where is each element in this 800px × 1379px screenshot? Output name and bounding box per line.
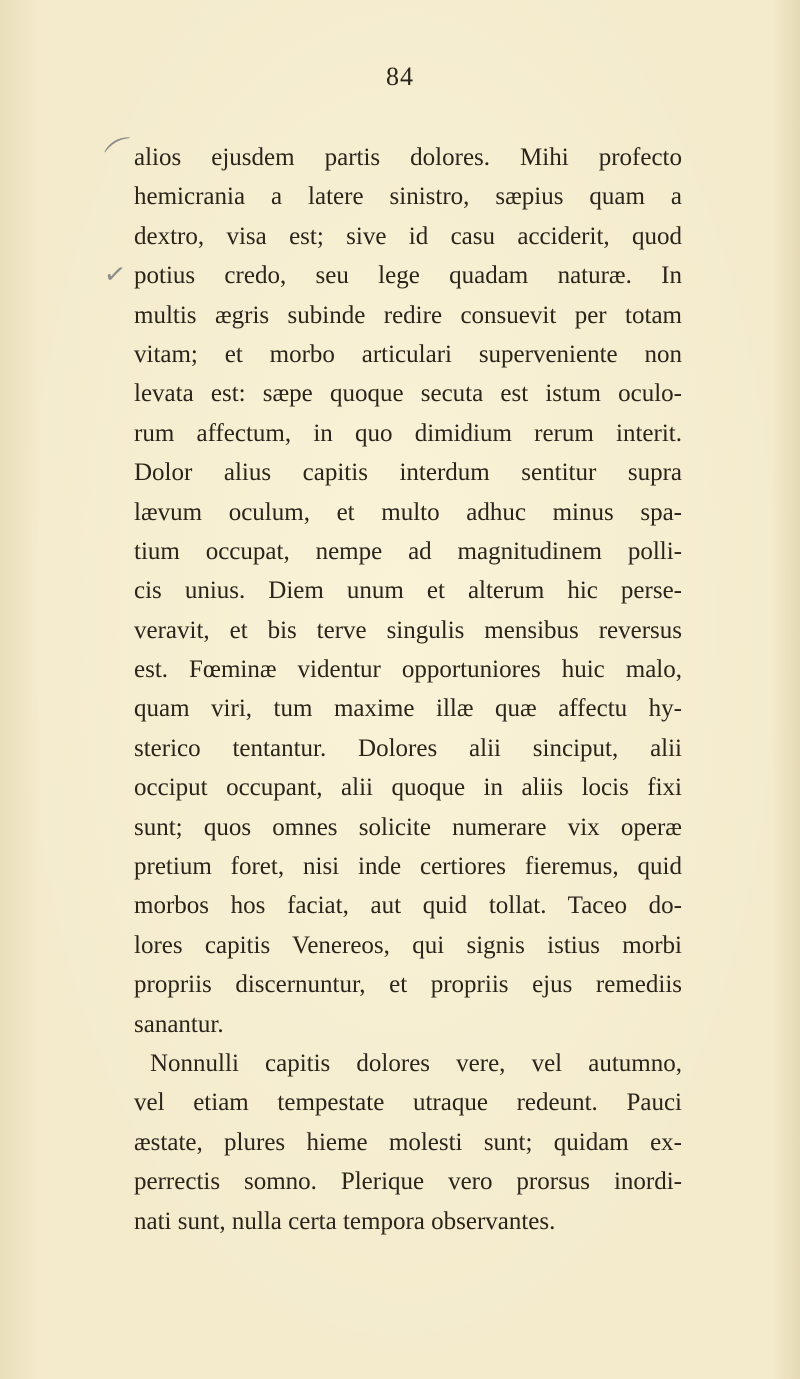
text-line: Nonnulli capitis dolores vere, vel autumno, — [150, 1049, 682, 1077]
text-line: lores capitis Venereos, qui signis istius morbi — [134, 931, 682, 959]
text-line: rum affectum, in quo dimidium rerum interit. — [134, 419, 682, 447]
text-line: alios ejusdem partis dolores. Mihi profecto — [134, 144, 682, 171]
margin-mark-arc: ⌒ — [101, 131, 145, 178]
text-line: pretium foret, nisi inde certiores fieremus, quid — [134, 853, 682, 881]
text-line: est. Fœminæ videntur opportuniores huic malo, — [134, 656, 682, 684]
text-line: potius credo, seu lege quadam naturæ. In — [134, 262, 682, 290]
text-line: cis unius. Diem unum et alterum hic perse- — [134, 577, 682, 605]
text-line: occiput occupant, alii quoque in aliis locis fixi — [134, 774, 682, 802]
text-line: vel etiam tempestate utraque redeunt. Pauci — [134, 1089, 682, 1117]
text-line: sterico tentantur. Dolores alii sinciput, alii — [134, 734, 682, 762]
text-line: lævum oculum, et multo adhuc minus spa- — [134, 498, 682, 526]
body-text — [134, 138, 682, 1241]
paragraph — [134, 138, 682, 1044]
text-line: nati sunt, nulla certa tempora observantes. — [134, 1207, 556, 1235]
text-line: morbos hos faciat, aut quid tollat. Taceo do- — [134, 892, 682, 920]
text-line: sanantur. — [134, 1010, 224, 1038]
text-line: propriis discernuntur, et propriis ejus remediis — [134, 971, 682, 999]
text-line: multis ægris subinde redire consuevit per totam — [134, 301, 682, 329]
text-line: levata est: sæpe quoque secuta est istum oculo- — [134, 380, 682, 408]
text-line: æstate, plures hieme molesti sunt; quidam ex- — [134, 1128, 682, 1156]
text-line: veravit, et bis terve singulis mensibus reversus — [134, 616, 682, 644]
text-line: dextro, visa est; sive id casu acciderit, quod — [134, 222, 682, 250]
text-line: perrectis somno. Plerique vero prorsus inordi- — [134, 1168, 682, 1196]
text-line: hemicrania a latere sinistro, sæpius quam a — [134, 183, 682, 211]
page-number: 84 — [386, 62, 414, 91]
text-line: Dolor alius capitis interdum sentitur supra — [134, 459, 682, 487]
text-line: quam viri, tum maxime illæ quæ affectu hy- — [134, 695, 682, 723]
margin-mark-tick: ✓ — [102, 258, 128, 292]
text-line: sunt; quos omnes solicite numerare vix operæ — [134, 813, 682, 841]
text-line: tium occupat, nempe ad magnitudinem polli- — [134, 537, 682, 565]
paragraph — [134, 1044, 682, 1241]
text-line: vitam; et morbo articulari superveniente non — [134, 340, 682, 368]
